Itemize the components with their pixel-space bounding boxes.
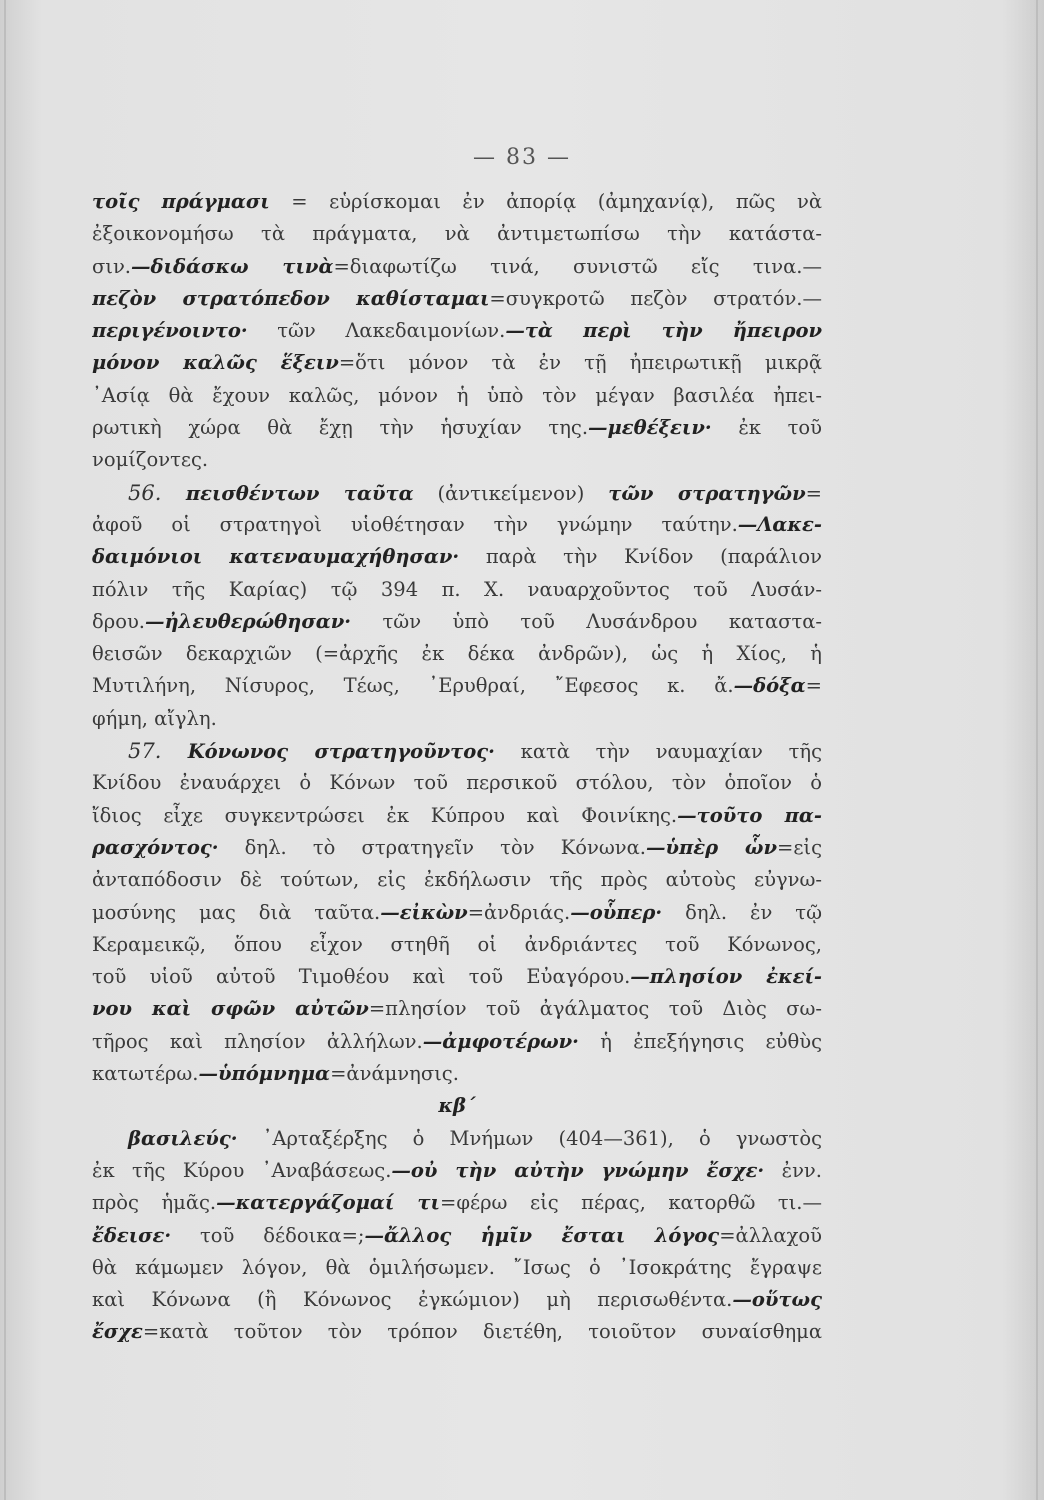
text-line [92,380,822,412]
gloss-text: Μυτιλήνη, Νίσυρος, Τέως, ᾿Ερυθραί, ῎Εφεσος κ. ἄ. [92,674,734,698]
gloss-text: θὰ κάμωμεν λόγον, θὰ ὁμιλήσωμεν. ῎Ισως ὁ ᾿Ισοκράτης ἔγραψε [92,1255,822,1279]
gloss-text: Κνίδου ἐναυάρχει ὁ Κόνων τοῦ περσικοῦ στόλου, τὸν ὁποῖον ὁ [92,771,822,795]
text-line [92,606,822,638]
text-line [92,1284,822,1316]
gloss-text: =φέρω εἰς πέρας, κατορθῶ τι.— [440,1191,822,1215]
gloss-text: (ἀντικείμενον) [413,481,609,505]
gloss-text: Κεραμεικῷ, ὅπου εἶχον στηθῆ οἱ ἀνδριάντες τοῦ Κόνωνος, [92,932,822,956]
gloss-text: κατὰ τὴν ναυμαχίαν τῆς [494,740,822,764]
text-line [92,800,822,832]
paragraph-number: 57. [128,739,162,764]
gloss-text: καὶ Κόνωνα (ἢ Κόνωνος ἐγκώμιον) μὴ περισωθέντα. [92,1288,733,1312]
lemma-term: —εἰκὼν [380,900,468,924]
text-line [92,283,822,315]
left-page-edge [4,0,6,1500]
lemma-term: —ἄλλος ἡμῖν ἔσται λόγος [364,1223,720,1247]
text-line [92,347,822,379]
gloss-text: =ἀνάμνησις. [330,1062,459,1086]
lemma-term: βασιλεύς· [128,1126,238,1150]
gloss-text: ᾿Ασίᾳ θὰ ἔχουν καλῶς, μόνον ἡ ὑπὸ τὸν μέγαν βασιλέα ἠπει- [92,383,822,407]
lemma-term: τοῖς πράγμασι [92,190,270,213]
gloss-text: δηλ. τὸ στρατηγεῖν τὸν Κόνωνα. [218,835,646,859]
gloss-text: ἐξοικονομήσω τὰ πράγματα, νὰ ἀντιμετωπίσω τὴν κατάστα- [92,222,822,246]
text-line [92,1316,822,1348]
text-line [92,412,822,444]
gloss-text: ἐκ τοῦ [711,416,822,440]
text-line [92,1187,822,1219]
text-line [92,929,822,961]
lemma-term: δαιμόνιοι κατεναυμαχήθησαν· [92,545,460,569]
gloss-text: μοσύνης μας διὰ ταῦτα. [92,900,381,924]
lemma-term: —διδάσκω τινὰ [131,254,334,278]
gloss-text: =εἰς [776,835,822,859]
text-line [92,1220,822,1252]
text-line [92,1026,822,1058]
text-line [92,897,822,929]
commentary-text [92,186,822,1349]
lemma-term: ρασχόντος· [92,835,219,859]
gloss-text: =ἀνδριάς. [467,900,571,924]
gloss-text: =ὅτι μόνον τὰ ἐν τῇ ἠπειρωτικῇ μικρᾷ [338,351,822,375]
gloss-text: =διαφωτίζω τινά, συνιστῶ εἴς τινα.— [333,254,822,278]
gloss-text: =συγκροτῶ πεζὸν στρατόν.— [489,286,822,310]
text-line [92,767,822,799]
lemma-term: —τοῦτο πα- [677,803,822,827]
lemma-term: —δόξα [733,674,806,698]
text-line [92,1155,822,1187]
gloss-text: δρου. [92,609,145,633]
gloss-text: θεισῶν δεκαρχιῶν (=ἀρχῆς ἐκ δέκα ἀνδρῶν), ὡς ἡ Χίος, ἡ [92,642,822,666]
text-line [92,961,822,993]
text-line [92,1123,822,1155]
lemma-term: —οὗπερ· [570,900,663,924]
lemma-term: —ἀμφοτέρων· [422,1029,579,1053]
gloss-text: κατωτέρω. [92,1062,199,1086]
text-line [92,993,822,1025]
gloss-text: παρὰ τὴν Κνίδον (παράλιον [459,545,822,569]
lemma-term: πεισθέντων ταῦτα [161,481,414,505]
lemma-term: —ὑπὲρ ὧν [646,835,777,859]
section-heading: κβ΄ [438,1094,476,1118]
lemma-term: —ὑπόμνημα [198,1062,331,1086]
lemma-term: ἔδεισε· [92,1223,172,1247]
gloss-text: ἡ ἐπεξήγησις εὐθὺς [578,1029,822,1053]
lemma-term: —οὕτως [732,1288,822,1312]
lemma-term: πεζὸν στρατόπεδον καθίσταμαι [92,286,490,310]
gloss-text: = εὑρίσκομαι ἐν ἀπορίᾳ (ἀμηχανίᾳ), πῶς νὰ [269,190,822,213]
gloss-text: =πλησίον τοῦ ἀγάλματος τοῦ Διὸς σω- [368,997,822,1021]
lemma-term: Κόνωνος στρατηγοῦντος· [161,740,495,764]
text-line [92,251,822,283]
text-line [92,1058,822,1090]
gloss-text: ἀνταπόδοσιν δὲ τούτων, εἰς ἐκδήλωσιν τῆς πρὸς αὐτοὺς εὐγνω- [92,868,822,892]
gloss-text: ᾿Αρταξέρξης ὁ Μνήμων (404—361), ὁ γνωστὸς [237,1126,822,1150]
gloss-text: τοῦ δέδοικα=; [171,1223,365,1247]
gloss-text: = [805,481,822,505]
lemma-term: ἔσχε [92,1320,143,1344]
text-line [92,832,822,864]
text-line [92,541,822,573]
lemma-term: νου καὶ σφῶν αὐτῶν [92,997,369,1021]
lemma-term: —οὐ τὴν αὐτὴν γνώμην ἔσχε· [391,1158,765,1182]
lemma-term: μόνον καλῶς ἕξειν [92,351,339,375]
gloss-text: ἀφοῦ οἱ στρατηγοὶ υἱοθέτησαν τὴν γνώμην ταύτην. [92,512,738,536]
gloss-text: τοῦ υἱοῦ αὐτοῦ Τιμοθέου καὶ τοῦ Εὐαγόρου. [92,965,631,989]
gloss-text: πρὸς ἡμᾶς. [92,1191,217,1215]
gloss-text: =ἀλλαχοῦ [719,1223,822,1247]
lemma-term: —κατεργάζομαί τι [216,1191,440,1215]
gloss-text: τῆρος καὶ πλησίον ἀλλήλων. [92,1029,423,1053]
gloss-text: τῶν Λακεδαιμονίων. [247,319,506,343]
gloss-text: ρωτικὴ χώρα θὰ ἔχῃ τὴν ἡσυχίαν της. [92,416,589,440]
text-line [92,315,822,347]
lemma-term: τῶν στρατηγῶν [608,481,806,505]
gloss-text: φήμη, αἴγλη. [92,706,217,730]
text-line [92,574,822,606]
gloss-text: ἐνν. [764,1158,822,1182]
gloss-text: νομίζοντες. [92,448,209,472]
lemma-term: —πλησίον ἐκεί- [630,965,822,989]
text-line [92,1090,822,1122]
gloss-text: ἴδιος εἶχε συγκεντρώσει ἐκ Κύπρου καὶ Φοινίκης. [92,803,678,827]
text-line [92,477,822,509]
gloss-text: = [805,674,822,698]
text-line [92,444,822,476]
text-line [92,218,822,250]
right-page-edge [1036,0,1038,1500]
text-line [92,509,822,541]
page-number: — 83 — [473,145,571,170]
lemma-term: —ἠλευθερώθησαν· [145,609,352,633]
gloss-text: σιν. [92,254,132,278]
paragraph-number: 56. [128,480,162,505]
text-line [92,703,822,735]
lemma-term: —μεθέξειν· [588,416,712,440]
text-line [92,864,822,896]
text-line [92,186,822,218]
gloss-text: ἐκ τῆς Κύρου ᾿Αναβάσεως. [92,1158,392,1182]
gloss-text: πόλιν τῆς Καρίας) τῷ 394 π. Χ. ναυαρχοῦντος τοῦ Λυσάν- [92,577,822,601]
text-line [92,735,822,767]
gloss-text: τῶν ὑπὸ τοῦ Λυσάνδρου καταστα- [351,609,822,633]
lemma-term: περιγένοιντο· [92,319,248,343]
text-line [92,670,822,702]
text-line [92,638,822,670]
lemma-term: —τὰ περὶ τὴν ἤπειρον [505,319,822,343]
text-line [92,1252,822,1284]
gloss-text: =κατὰ τοῦτον τὸν τρόπον διετέθη, τοιοῦτον συναίσθημα [142,1320,822,1344]
lemma-term: —Λακε- [737,512,822,536]
gloss-text: δηλ. ἐν τῷ [662,900,822,924]
